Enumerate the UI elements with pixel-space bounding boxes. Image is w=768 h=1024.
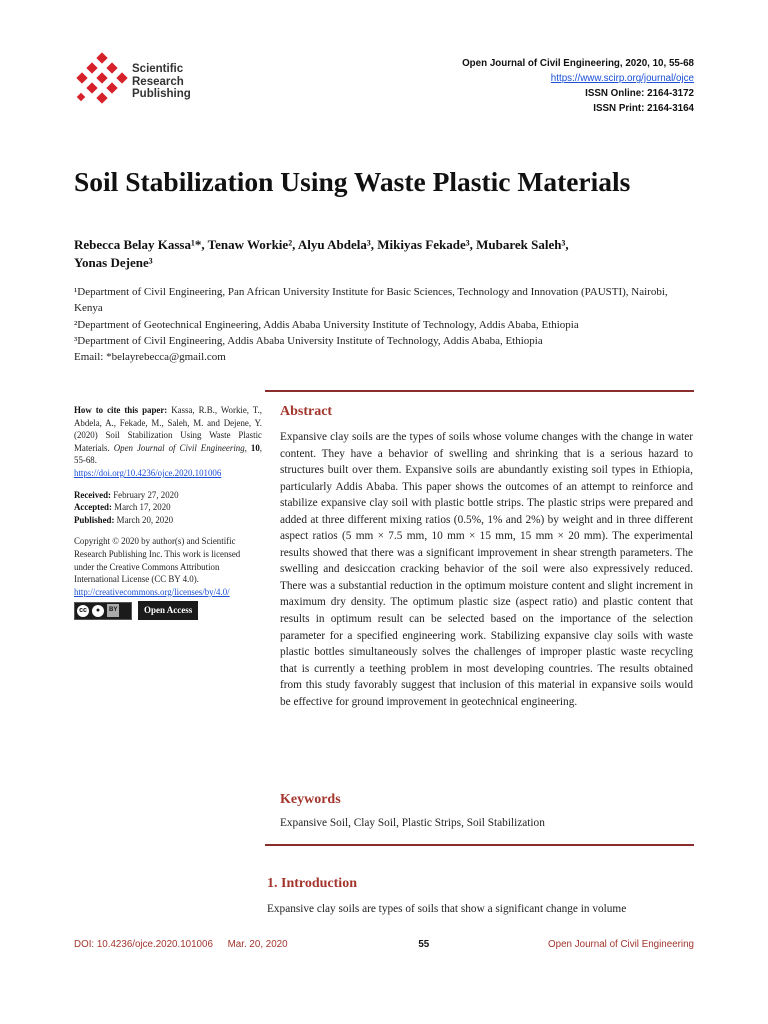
citation-block: [74, 404, 262, 480]
publisher-line-1: Scientific: [132, 63, 184, 75]
introduction-heading: 1. Introduction: [267, 876, 357, 891]
paper-title: Soil Stabilization Using Waste Plastic Materials: [74, 166, 631, 197]
footer-doi: DOI: 10.4236/ojce.2020.101006: [74, 939, 213, 950]
journal-info: [462, 56, 694, 116]
authors-line-1: Rebecca Belay Kassa¹*, Tenaw Workie², Alyu Abdela³, Mikiyas Fekade³, Mubarek Saleh³,: [74, 237, 569, 252]
received-row: [74, 489, 262, 502]
cite-journal: Open Journal of Civil Engineering,: [113, 442, 247, 453]
published-date: March 20, 2020: [116, 514, 174, 525]
keywords-text: Expansive Soil, Clay Soil, Plastic Strips, Soil Stabilization: [280, 817, 545, 829]
license-link[interactable]: http://creativecommons.org/licenses/by/4.0/: [74, 586, 230, 597]
published-row: [74, 514, 262, 527]
keywords-heading: Keywords: [280, 792, 341, 807]
cite-pages: , 55-68.: [74, 442, 262, 466]
authors-line-2: Yonas Dejene³: [74, 255, 153, 270]
issn-print: ISSN Print: 2164-3164: [593, 103, 694, 114]
publisher-line-3: Publishing: [132, 88, 191, 100]
abstract-text: Expansive clay soils are the types of soils whose volume changes with the change in water content. They have a behavior of swelling and shrinking that is a serious hazard to structures built over them. Expansive soils are abundantly existing soil types in Ethiopia, particularly Addis Ababa. This paper shows the outcomes of an attempt to reinforce and stabilize expansive clay soil with plastic bottle strips. The plastic strips were prepared and added at three different mixing ratios (0.5%, 1% and 2%) by weight and in three different aspect ratios (5 mm × 7.5 mm, 10 mm × 15 mm, 15 mm × 20 mm). The experimental results showed that there was a significant improvement in shear strength parameters. The swelling and desiccation cracking behavior of the soil were also expressively reduced. There was a substantial reduction in the optimum moisture content and slight increment in maximum dry density. The optimum plastic size (aspect ratio) and plastic content that results in optimum result can be selected based on the importance of the selection parameter for a specified engineering work. Stabilizing expansive clay soils with waste plastic bottles simultaneously solves the challenges of improper plastic waste recycling that is currently a teething problem in most developing countries. The results obtained from this study favorably suggest that inclusion of this material in expansive soils would be effective for ground improvement in geotechnical engineering.: [280, 431, 693, 708]
received-label: Received:: [74, 489, 111, 500]
page-number: 55: [418, 939, 430, 950]
received-date: February 27, 2020: [113, 489, 179, 500]
introduction-text: Expansive clay soils are types of soils that show a significant change in volume: [267, 903, 627, 915]
footer-left: [74, 939, 300, 950]
cite-volume: 10: [250, 442, 260, 453]
cc-icon: cc: [77, 605, 89, 617]
affiliations: [74, 284, 694, 365]
affiliation-2: ²Department of Geotechnical Engineering, Addis Ababa University Institute of Technology, Addis Ababa, Ethiopia: [74, 318, 579, 331]
accepted-date: March 17, 2020: [114, 502, 171, 513]
authors: [74, 236, 694, 272]
journal-citation: Open Journal of Civil Engineering, 2020, 10, 55-68: [462, 58, 694, 69]
license-badges: [74, 601, 262, 620]
contact-email: Email: *belayrebecca@gmail.com: [74, 351, 226, 364]
accepted-row: [74, 501, 262, 514]
publisher-name: [132, 63, 191, 101]
keywords-bottom-rule: [265, 844, 694, 846]
doi-link[interactable]: https://doi.org/10.4236/ojce.2020.101006: [74, 467, 222, 478]
abstract-top-rule: [265, 390, 694, 392]
cc-by-badge-icon[interactable]: [74, 602, 132, 620]
abstract-heading: Abstract: [280, 404, 333, 419]
issn-online: ISSN Online: 2164-3172: [585, 88, 694, 99]
article-sidebar: [74, 404, 262, 620]
scirp-logo-icon: [74, 52, 134, 112]
journal-url-link[interactable]: https://www.scirp.org/journal/ojce: [550, 73, 694, 84]
copyright-notice: Copyright © 2020 by author(s) and Scientific Research Publishing Inc. This work is licensed under the Creative Commons Attribution International License (CC BY 4.0).: [74, 536, 241, 585]
cite-label: How to cite this paper:: [74, 405, 168, 415]
accepted-label: Accepted:: [74, 502, 112, 513]
attribution-icon: ●: [92, 605, 104, 617]
page-footer: [74, 939, 694, 950]
publisher-line-2: Research: [132, 75, 184, 88]
open-access-badge[interactable]: Open Access: [138, 601, 198, 620]
by-label: BY: [107, 604, 119, 617]
affiliation-3: ³Department of Civil Engineering, Addis Ababa University Institute of Technology, Addis Ababa, Ethiopia: [74, 334, 543, 347]
published-label: Published:: [74, 514, 115, 525]
cite-text: Kassa, R.B., Workie, T., Abdela, A., Fekade, M., Saleh, M. and Dejene, Y. (2020) Soil Stabilization Using Waste Plastic Materials.: [74, 405, 263, 453]
affiliation-1: ¹Department of Civil Engineering, Pan African University Institute for Basic Sciences, Technology and Innovation (PAUSTI), Nairobi, Kenya: [74, 286, 668, 315]
footer-journal: Open Journal of Civil Engineering: [548, 939, 694, 950]
footer-date: Mar. 20, 2020: [227, 939, 288, 950]
